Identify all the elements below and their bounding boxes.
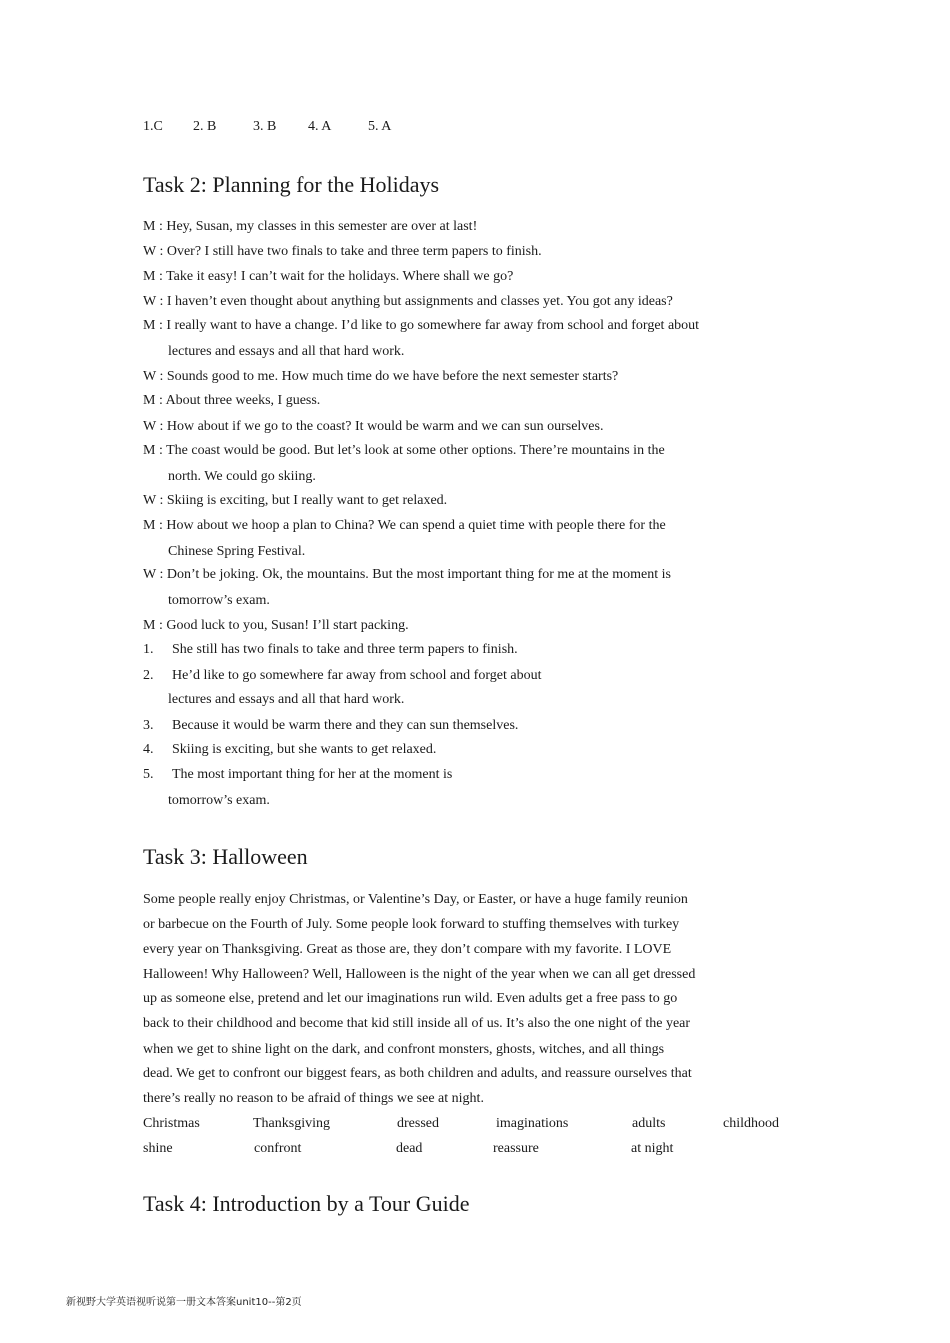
dialogue-line: W : Sounds good to me. How much time do we have before the next semester starts? <box>143 369 619 384</box>
dialogue-line: W : How about if we go to the coast? It would be warm and we can sun ourselves. <box>143 419 604 434</box>
dialogue-line: W : Skiing is exciting, but I really want to get relaxed. <box>143 493 448 508</box>
answer-word: dead <box>396 1141 423 1156</box>
answer-word: reassure <box>493 1141 539 1156</box>
dialogue-line: W : Don’t be joking. Ok, the mountains. But the most important thing for me at the moment is <box>143 567 671 582</box>
dialogue-line: M : Hey, Susan, my classes in this semester are over at last! <box>143 219 478 234</box>
answer-text: Skiing is exciting, but she wants to get relaxed. <box>172 742 437 757</box>
dialogue-line: tomorrow’s exam. <box>168 593 270 608</box>
answer-word: Christmas <box>143 1116 200 1131</box>
answer-word: adults <box>632 1116 666 1131</box>
dialogue-line: M : How about we hoop a plan to China? We can spend a quiet time with people there for the <box>143 518 666 533</box>
answer-word: imaginations <box>496 1116 569 1131</box>
answer-word: childhood <box>723 1116 779 1131</box>
dialogue-line: Chinese Spring Festival. <box>168 544 306 559</box>
answer-text: He’d like to go somewhere far away from school and forget about <box>172 668 542 683</box>
dialogue-line: W : I haven’t even thought about anything but assignments and classes yet. You got any ideas? <box>143 294 673 309</box>
answer-word: Thanksgiving <box>253 1116 330 1131</box>
answer-word: confront <box>254 1141 302 1156</box>
passage-line: Halloween! Why Halloween? Well, Halloween is the night of the year when we can all get dressed <box>143 967 696 982</box>
task2-answer-item <box>143 667 541 685</box>
dialogue-line: M : About three weeks, I guess. <box>143 393 321 408</box>
passage-line: there’s really no reason to be afraid of things we see at night. <box>143 1091 484 1106</box>
passage-line: Some people really enjoy Christmas, or Valentine’s Day, or Easter, or have a huge family reunion <box>143 892 688 907</box>
dialogue-line: M : Good luck to you, Susan! I’ll start packing. <box>143 618 409 633</box>
answer-word: at night <box>631 1141 674 1156</box>
answer-number: 3. <box>143 718 154 733</box>
passage-line: or barbecue on the Fourth of July. Some people look forward to stuffing themselves with turkey <box>143 917 680 932</box>
dialogue-line: M : The coast would be good. But let’s look at some other options. There’re mountains in the <box>143 443 665 458</box>
dialogue-line: north. We could go skiing. <box>168 469 316 484</box>
passage-line: dead. We get to confront our biggest fears, as both children and adults, and reassure ourselves that <box>143 1066 692 1081</box>
task4-title: Task 4: Introduction by a Tour Guide <box>143 1191 470 1216</box>
answer-text: lectures and essays and all that hard work. <box>168 692 405 707</box>
task2-title: Task 2: Planning for the Holidays <box>143 172 440 197</box>
task2-answer-item <box>168 792 270 810</box>
task2-answer-item <box>143 766 452 784</box>
answer-text: The most important thing for her at the moment is <box>172 767 453 782</box>
answer-word: dressed <box>397 1116 439 1131</box>
task2-answer-item <box>143 641 518 659</box>
passage-line: up as someone else, pretend and let our imaginations run wild. Even adults get a free pass to go <box>143 991 678 1006</box>
task2-answer-item <box>143 717 518 735</box>
answer-number: 2. <box>143 668 154 683</box>
answer-word: shine <box>143 1141 173 1156</box>
answer-text: tomorrow’s exam. <box>168 793 270 808</box>
answer-text: She still has two finals to take and three term papers to finish. <box>172 642 518 657</box>
passage-line: every year on Thanksgiving. Great as those are, they don’t compare with my favorite. I LOVE <box>143 942 672 957</box>
task1-answer-2: 2. B <box>193 119 217 134</box>
dialogue-line: M : Take it easy! I can’t wait for the holidays. Where shall we go? <box>143 269 514 284</box>
task2-answer-item <box>143 741 436 759</box>
task1-answer-5: 5. A <box>368 119 392 134</box>
answer-number: 4. <box>143 742 154 757</box>
page-footer: 新视野大学英语视听说第一册文本答案unit10--第2页 <box>66 1297 302 1308</box>
task1-answer-1: 1.C <box>143 119 163 134</box>
answer-text: Because it would be warm there and they can sun themselves. <box>172 718 519 733</box>
answer-number: 1. <box>143 642 154 657</box>
dialogue-line: lectures and essays and all that hard work. <box>168 344 405 359</box>
answer-number: 5. <box>143 767 154 782</box>
passage-line: back to their childhood and become that kid still inside all of us. It’s also the one night of the year <box>143 1016 691 1031</box>
task1-answer-3: 3. B <box>253 119 277 134</box>
dialogue-line: W : Over? I still have two finals to take and three term papers to finish. <box>143 244 542 259</box>
passage-line: when we get to shine light on the dark, and confront monsters, ghosts, witches, and all things <box>143 1042 665 1057</box>
task2-answer-item <box>168 691 404 709</box>
task3-title: Task 3: Halloween <box>143 844 308 869</box>
task1-answer-4: 4. A <box>308 119 332 134</box>
dialogue-line: M : I really want to have a change. I’d like to go somewhere far away from school and forget about <box>143 318 700 333</box>
